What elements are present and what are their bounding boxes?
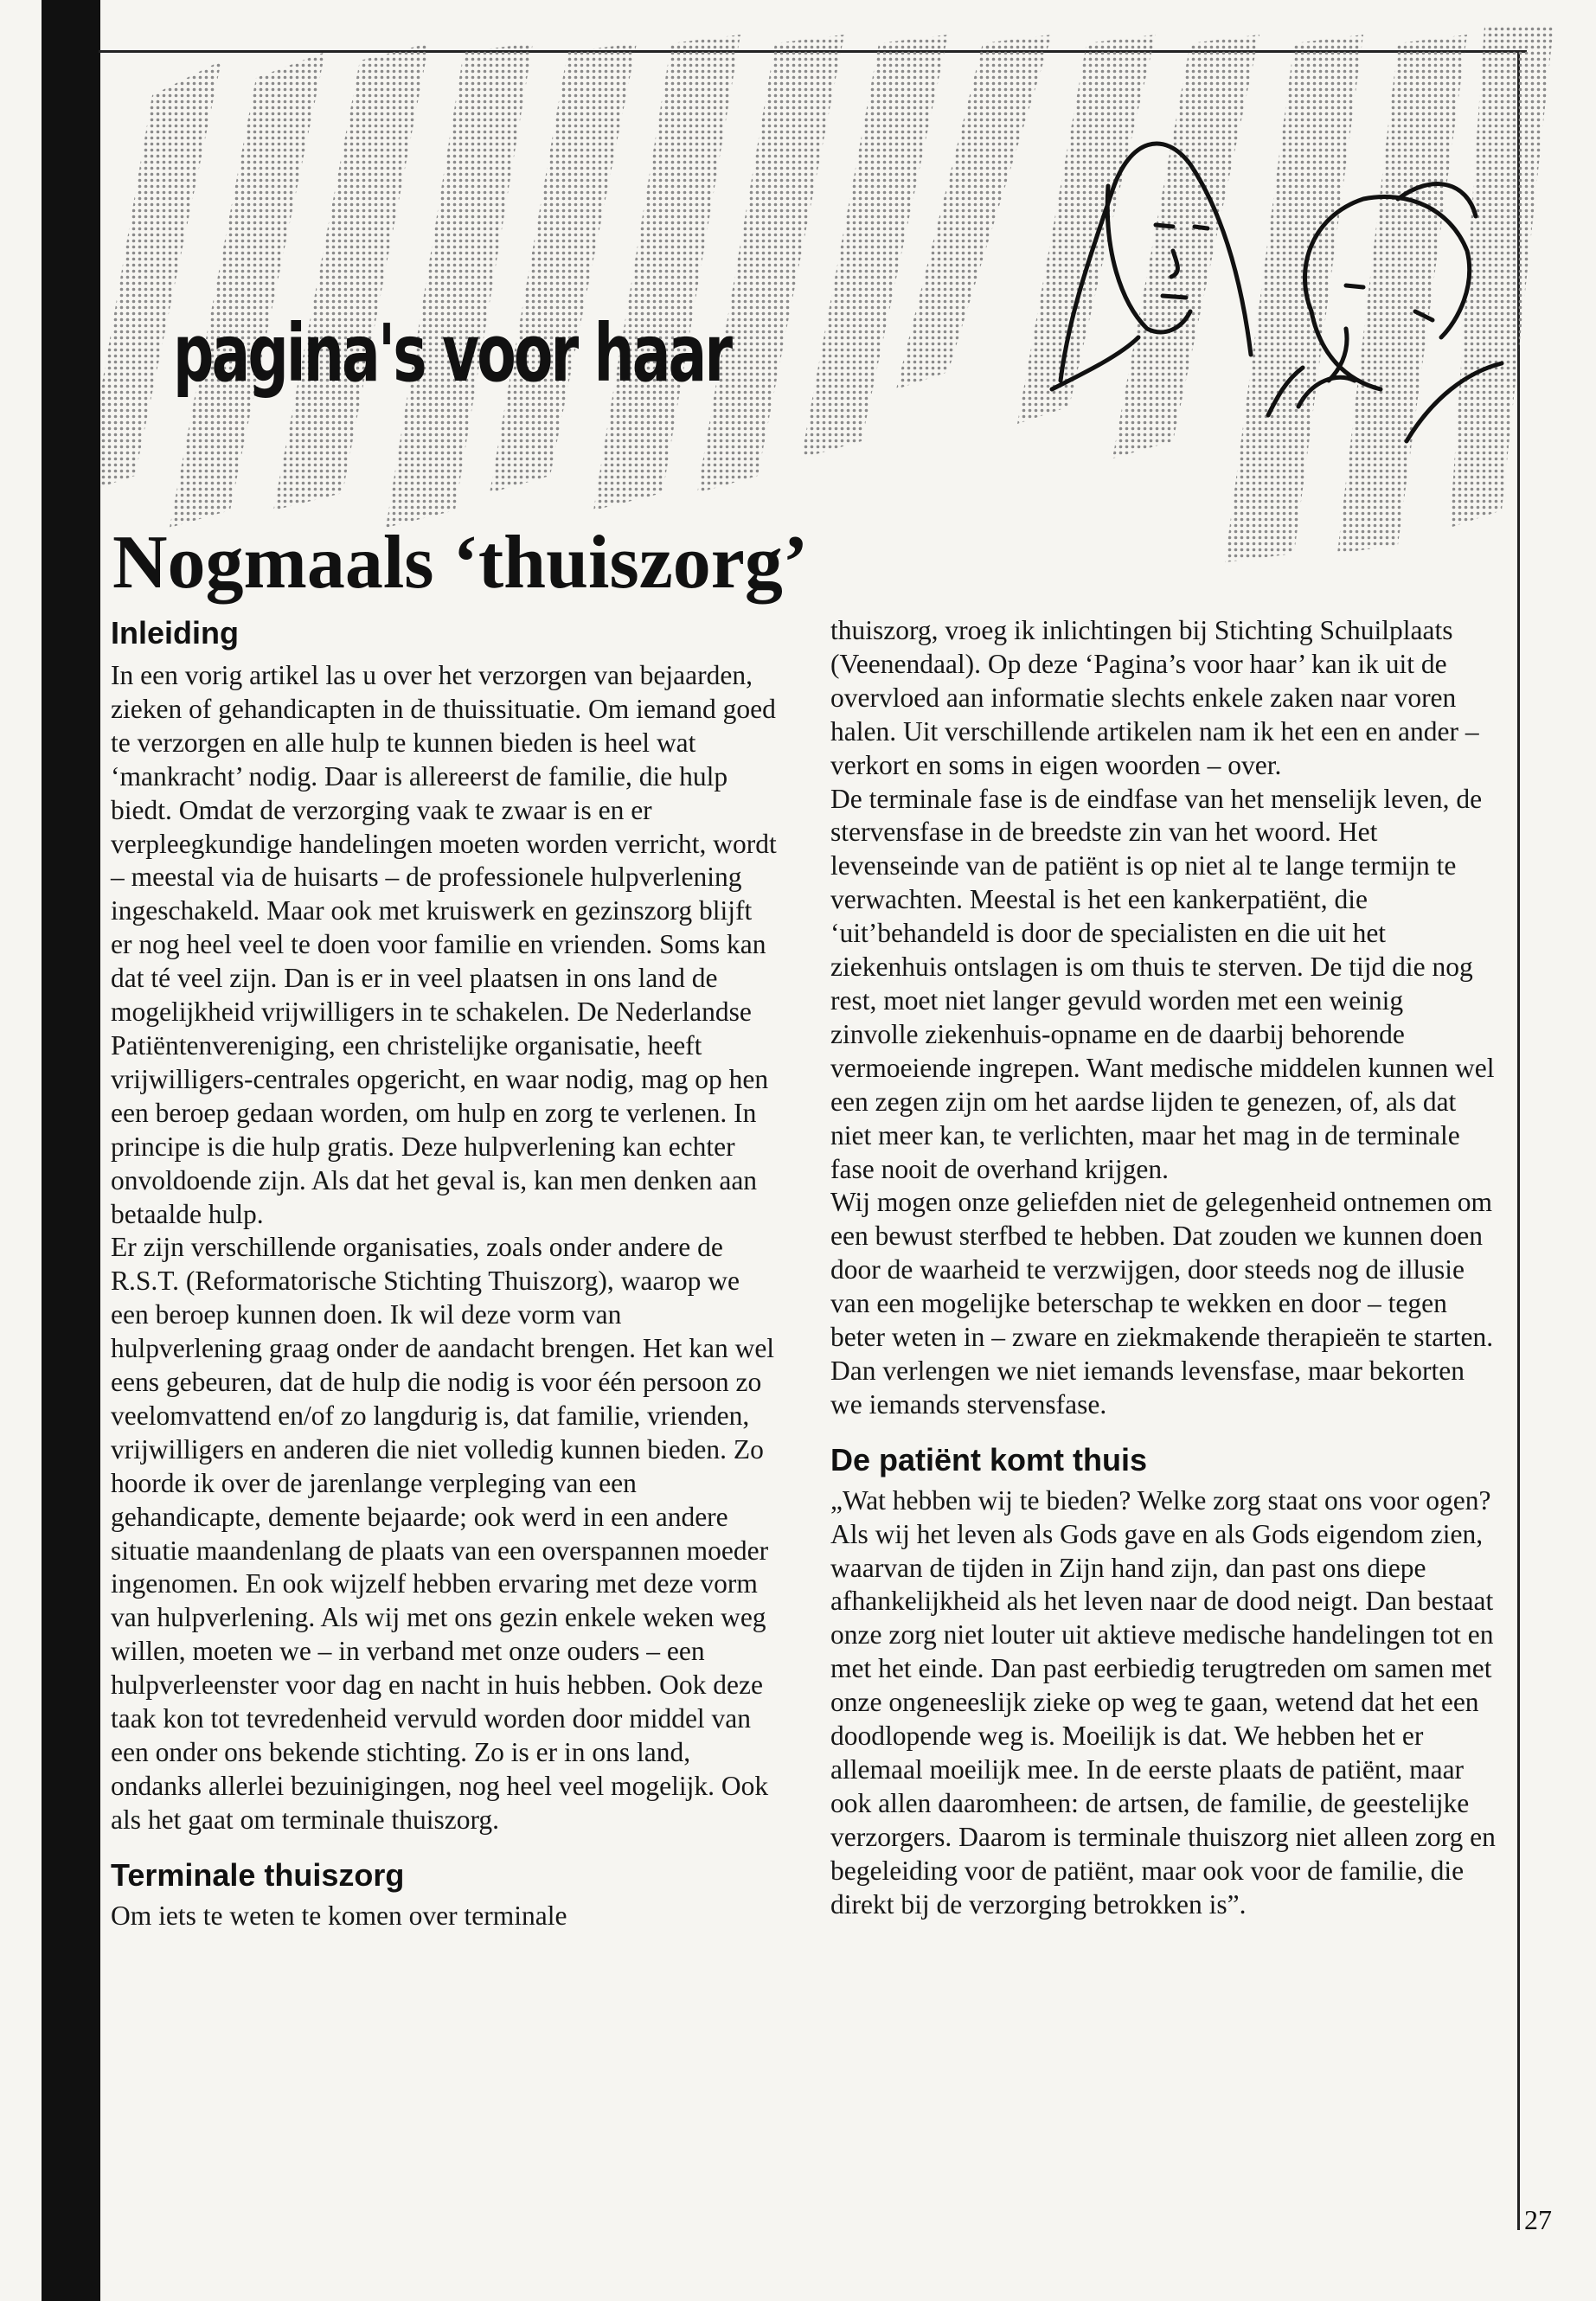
paragraph-4: thuiszorg, vroeg ik inlichtingen bij Stichting Schuilplaats (Veenendaal). Op deze ‘Pagina’s voor haar’ kan ik uit de overvloed aan informatie slechts enkele zaken naar voren halen. Uit verschillende artikelen nam ik het een en ander – verkort en soms in eigen woorden – over. [830, 615, 1479, 780]
column-right [830, 614, 1497, 1922]
subhead-patient-komt-thuis: De patiënt komt thuis [830, 1441, 1148, 1477]
paragraph-7: „Wat hebben wij te bieden? Welke zorg staat ons voor ogen? Als wij het leven als Gods gave en als Gods eigendom zien, waarvan de tijden in Zijn hand zijn, dan past ons diepe afhankelijkheid als het leven naar de dood neigt. Dan bestaat onze zorg niet louter uit aktieve medische handelingen tot en met het einde. Dan past eerbiedig terugtreden om samen met onze ongeneeslijk zieke op weg te gaan, wetend dat het een doodlopende weg is. Moeilijk is dat. We hebben het er allemaal moeilijk mee. In de eerste plaats de patiënt, maar ook allen daaromheen: de artsen, de familie, de geestelijke verzorgers. Daarom is terminale thuiszorg niet alleen zorg en begeleiding voor de patiënt, maar ook voor de familie, die direkt bij de verzorging betrokken is”. [830, 1484, 1496, 1920]
paragraph-5: De terminale fase is de eindfase van het menselijk leven, de stervensfase in de breedste zin van het woord. Het levenseinde van de patiënt is op niet al te lange termijn te verwachten. Meestal is het een kankerpatiënt, die ‘uit’behandeld is door de specialisten en die uit het ziekenhuis ontslagen is om thuis te sterven. De tijd die nog rest, moet niet langer gevuld worden met een weinig zinvolle ziekenhuis-opname en de daarbij behorende vermoeiende ingrepen. Want medische middelen kunnen wel een zegen zijn om het aardse lijden te genezen, of, als dat niet meer kan, te verlichten, maar het mag in de terminale fase nooit de overhand krijgen. [830, 783, 1495, 1184]
paragraph-6: Wij mogen onze geliefden niet de gelegenheid ontnemen om een bewust sterfbed te hebben. Dat zouden we kunnen doen door de waarheid te verzwijgen, door steeds nog de illusie van een mogelijke beterschap te wekken en door – tegen beter weten in – zware en ziekmakende therapieën te starten. Dan verlengen we niet iemands levensfase, maar bekorten we iemands stervensfase. [830, 1187, 1494, 1420]
paragraph-2: Er zijn verschillende organisaties, zoals onder andere de R.S.T. (Reformatorische Stichting Thuiszorg), waarop we een beroep kunnen doen. Ik wil deze vorm van hulpverlening graag onder de aandacht brengen. Het kan wel eens gebeuren, dat de hulp die nodig is voor één persoon zo veelomvattend en/of zo langdurig is, dat familie, vrienden, vrijwilligers en anderen die niet volledig kunnen bieden. Zo hoorde ik over de jarenlange verpleging van een gehandicapte, demente bejaarde; ook werd in een andere situatie maandenlang de plaats van een overspannen moeder ingenomen. En ook wijzelf hebben ervaring met deze vorm van hulpverlening. Als wij met ons gezin enkele weken weg willen, moeten we – in verband met onze ouders – een hulpverleenster voor dag en nacht in huis hebben. Ook deze taak kon tot tevredenheid vervuld worden door middel van een onder ons bekende stichting. Zo is er in ons land, ondanks allerlei bezuinigingen, nog heel veel mogelijk. Ook als het gaat om terminale thuiszorg. [111, 1232, 775, 1835]
article-title: Nogmaals ‘thuiszorg’ [112, 521, 809, 605]
column-left [111, 614, 777, 1933]
subhead-terminale-thuiszorg: Terminale thuiszorg [111, 1856, 405, 1893]
header-artwork [100, 26, 1571, 562]
halftone-stripes [100, 26, 1554, 562]
paragraph-3: Om iets te weten te komen over terminale [111, 1900, 567, 1931]
paragraph-1: In een vorig artikel las u over het verzorgen van bejaarden, zieken of gehandicapten in de thuissituatie. Om iemand goed te verzorgen en alle hulp te kunnen bieden is heel wat ‘mankracht’ nodig. Daar is allereerst de familie, die hulp biedt. Omdat de verzorging vaak te zwaar is en er verpleegkundige handelingen moeten worden verricht, wordt – meestal via de huisarts – de professionele hulpverlening ingeschakeld. Maar ook met kruiswerk en gezinszorg blijft er nog heel veel te doen voor familie en vrienden. Soms kan dat té veel zijn. Dan is er in veel plaatsen in ons land de mogelijkheid vrijwilligers in te schakelen. De Nederlandse Patiëntenvereniging, een christelijke organisatie, heeft vrijwilligers-centrales opgericht, en waar nodig, mag op hen een beroep gedaan worden, om hulp en zorg te verlenen. In principe is die hulp gratis. Deze hulpverlening kan echter onvoldoende zijn. Als dat het geval is, kan men denken aan betaalde hulp. [111, 660, 777, 1229]
page-number: 27 [1524, 2204, 1552, 2235]
subhead-inleiding: Inleiding [111, 615, 239, 651]
left-black-bar [42, 0, 100, 2301]
section-label: pagina's voor haar [173, 307, 731, 400]
